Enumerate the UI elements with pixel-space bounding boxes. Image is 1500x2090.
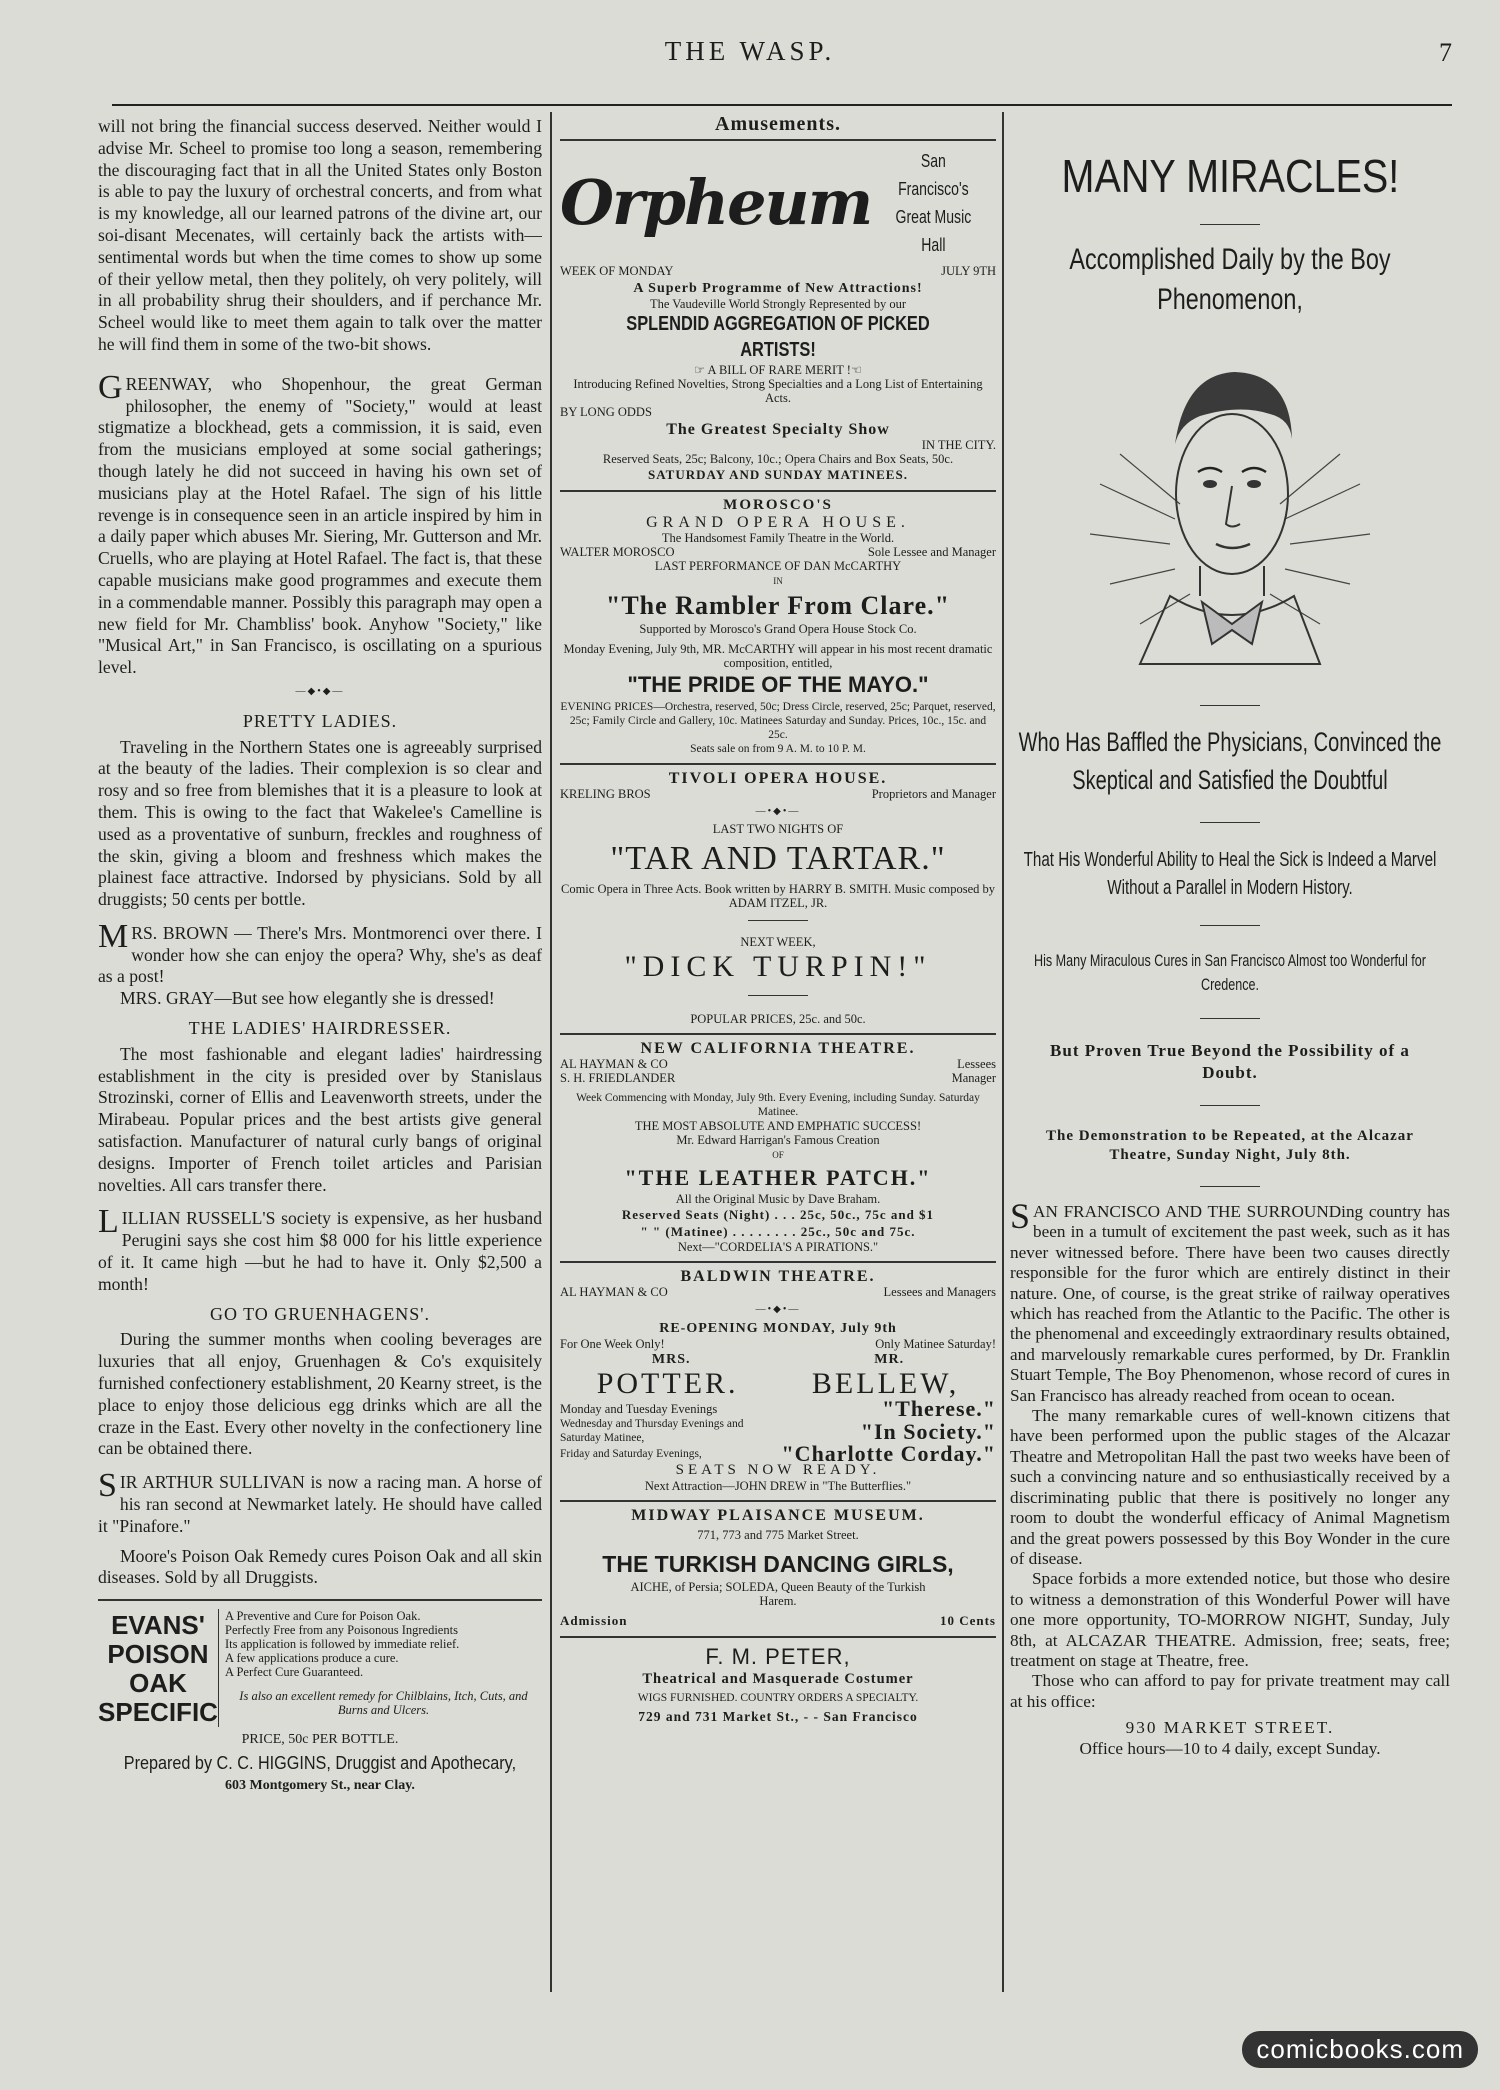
baldwin-next: Next Attraction—JOHN DREW in "The Butterflies." bbox=[644, 1479, 912, 1493]
column-divider bbox=[1002, 112, 1004, 1992]
paragraph bbox=[98, 917, 542, 988]
orpheum-week: WEEK OF MONDAY bbox=[560, 264, 674, 278]
orpheum-logo: Orpheum bbox=[560, 166, 872, 239]
baldwin-line: RE-OPENING MONDAY, July 9th bbox=[659, 1321, 897, 1336]
tivoli-line: POPULAR PRICES, 25c. and 50c. bbox=[690, 1012, 866, 1026]
column-amusements bbox=[560, 116, 996, 1725]
ad-divider bbox=[560, 1636, 996, 1638]
baldwin-manager: AL HAYMAN & CO bbox=[560, 1285, 668, 1299]
section-heading: GO TO GRUENHAGENS'. bbox=[209, 1303, 431, 1324]
ornament-divider bbox=[1010, 1100, 1450, 1111]
paragraph bbox=[98, 1203, 542, 1295]
baldwin-ad bbox=[560, 1268, 996, 1493]
ad-divider bbox=[560, 490, 996, 492]
orpheum-line: Introducing Refined Novelties, Strong Specialties and a Long List of Entertaining Acts. bbox=[573, 377, 983, 405]
baldwin-line: For One Week Only! bbox=[560, 1337, 665, 1351]
baldwin-evening: Wednesday and Thursday Evenings and Saturday Matinee, bbox=[560, 1418, 744, 1444]
california-manager: S. H. FRIEDLANDER bbox=[560, 1071, 676, 1085]
evans-price: PRICE, 50c PER BOTTLE. bbox=[241, 1732, 399, 1748]
morosco-ad bbox=[560, 497, 996, 756]
drop-cap: G bbox=[98, 368, 123, 406]
baldwin-play: "Charlotte Corday." bbox=[781, 1441, 996, 1466]
paragraph: The many remarkable cures of well-known citizens that have been performed upon the public stages of the Alcazar Theatre and Metropolitan Hall the past two weeks have been of such a convincing nature and so enthusiastically received by a discriminating public that there is positively no longer any room to doubt the wonderful efficacy of Animal Magnetism and the great powers possessed by this Boy Wonder in the cure of disease. bbox=[1010, 1406, 1450, 1568]
office-address: 930 MARKET STREET. bbox=[1125, 1718, 1335, 1738]
paragraph: will not bring the financial success deserved. Neither would I advise Mr. Scheel to promise too long a season, remembering the discouraging fact that in all the United States only Boston is able to pay the luxury of orchestral concerts, and from what is my knowledge, all our learned patrons of the divine art, our soi-disant Mecenates, will certainly back the artists with—sentimental words but when the time comes to show up some of their yellow metal, then they politely, oh very politely, will in all probability shrug their shoulders, and if perchance Mr. Scheel would like to meet them again to talk over the matter he will find them in some of the two-bit shows. bbox=[98, 116, 542, 354]
california-line: THE MOST ABSOLUTE AND EMPHATIC SUCCESS! bbox=[634, 1119, 922, 1133]
page-number: 7 bbox=[1439, 38, 1452, 67]
midway-line: AICHE, of Persia; SOLEDA, Queen Beauty of the Turkish Harem. bbox=[630, 1580, 926, 1608]
paragraph-text: AN FRANCISCO AND THE SURROUNDing country has been in a tumult of excitement the past week, such as it has never witnessed before. There have been two causes directly responsible for the furor which are entirely distinct in their nature. One, of course, is the great strike of railway operatives which has reached from the Atlantic to the Pacific. The other is the phenomenal and exceedingly extraordinary results obtained, and marvelously remarkable cures performed, by Dr. Franklin Stuart Temple, The Boy Phenomenon, whose record of cures in San Francisco has already reached from ocean to ocean. bbox=[1010, 1202, 1450, 1405]
midway-address: 771, 773 and 775 Market Street. bbox=[697, 1528, 859, 1542]
evans-line: Its application is followed by immediate relief. bbox=[225, 1637, 460, 1652]
paragraph-text: REENWAY, who Shopenhour, the great German philosopher, the enemy of "Society," would at least stigmatize a blockhead, gets a commission, it is said, even from the musicians employed at some social gatherings; though lately he did not succeed in having his own set of musicians play at the Hotel Rafael. The sign of his little revenge is in consequence seen in an article inspired by him in a daily paper which abuses Mr. Siering, Mr. Gutterson and Mr. Cruells, who are playing at Hotel Rafael. The fact is, that these capable musicians make good programmes and execute them in a commendable manner. Possibly this paragraph may open a new field for Mr. Chambliss' book. Anyhow "Society," like "Musical Art," in San Francisco, is oscillating on a spurious level. bbox=[98, 373, 542, 678]
ornament-divider: —•◆•— bbox=[755, 806, 801, 817]
morosco-title: MOROSCO'S bbox=[723, 497, 833, 513]
midway-headline: THE TURKISH DANCING GIRLS, bbox=[602, 1551, 954, 1577]
miracles-blurb: That His Wonderful Ability to Heal the Sick is Indeed a Marvel Without a Parallel in Modern History. bbox=[1023, 849, 1437, 899]
ornament-divider bbox=[1010, 1013, 1450, 1024]
morosco-line: Seats sale on from 9 A. M. to 10 P. M. bbox=[690, 743, 866, 755]
morosco-play2: "THE PRIDE OF THE MAYO." bbox=[627, 672, 929, 697]
orpheum-headline: SPLENDID AGGREGATION OF PICKED ARTISTS! bbox=[626, 313, 930, 361]
orpheum-date: JULY 9TH bbox=[941, 264, 996, 278]
orpheum-line: ☞ A BILL OF RARE MERIT !☜ bbox=[693, 363, 863, 377]
tivoli-play: "TAR AND TARTAR." bbox=[610, 840, 946, 877]
orpheum-line: BY LONG ODDS bbox=[560, 405, 652, 419]
drop-cap: S bbox=[1010, 1196, 1031, 1236]
miracles-blurb: Who Has Baffled the Physicians, Convinced the Skeptical and Satisfied the Doubtful bbox=[1018, 727, 1442, 795]
baldwin-line: Only Matinee Saturday! bbox=[875, 1337, 996, 1351]
top-rule bbox=[112, 104, 1452, 106]
peter-line: Theatrical and Masquerade Costumer bbox=[642, 1671, 914, 1687]
orpheum-ad bbox=[560, 139, 996, 483]
watermark: comicbooks.com bbox=[1242, 2031, 1478, 2068]
california-ad bbox=[560, 1040, 996, 1254]
california-role: Lessees bbox=[957, 1057, 996, 1071]
paragraph bbox=[98, 1467, 542, 1537]
ornament-divider bbox=[1010, 920, 1450, 931]
column-miracles bbox=[1010, 116, 1450, 1759]
morosco-sub: GRAND OPERA HOUSE. bbox=[646, 514, 910, 531]
miracles-article bbox=[1010, 1196, 1450, 1759]
paragraph bbox=[1010, 1196, 1450, 1406]
miracles-blurb: The Demonstration to be Repeated, at the Alcazar Theatre, Sunday Night, July 8th. bbox=[1046, 1128, 1414, 1163]
morosco-line: The Handsomest Family Theatre in the World. bbox=[661, 531, 895, 545]
tivoli-manager: KRELING BROS bbox=[560, 787, 651, 801]
california-title: NEW CALIFORNIA THEATRE. bbox=[640, 1040, 916, 1057]
california-line: Week Commencing with Monday, July 9th. Every Evening, including Sunday. Saturday Matinee. bbox=[576, 1092, 980, 1118]
baldwin-evening: Friday and Saturday Evenings, bbox=[560, 1447, 702, 1460]
paragraph: Those who can afford to pay for private treatment may call at his office: bbox=[1010, 1671, 1450, 1711]
evans-title-line: EVANS' bbox=[111, 1610, 205, 1641]
morosco-manager: WALTER MOROSCO bbox=[560, 545, 675, 559]
section-heading: THE LADIES' HAIRDRESSER. bbox=[188, 1018, 452, 1039]
ornament-divider bbox=[1010, 817, 1450, 828]
california-line: Reserved Seats (Night) . . . 25c, 50c., 75c and $1 bbox=[621, 1207, 935, 1222]
ornament-divider bbox=[560, 912, 996, 929]
drop-cap: L bbox=[98, 1203, 119, 1241]
ad-divider bbox=[560, 1500, 996, 1502]
baldwin-role: Lessees and Managers bbox=[883, 1285, 996, 1299]
morosco-in: IN bbox=[773, 576, 783, 586]
peter-line: WIGS FURNISHED. COUNTRY ORDERS A SPECIALTY. bbox=[637, 1692, 919, 1704]
tivoli-line: NEXT WEEK, bbox=[740, 935, 816, 949]
baldwin-mr: MR. bbox=[874, 1352, 905, 1367]
portrait-engraving bbox=[1080, 334, 1380, 694]
evans-ad-title bbox=[98, 1609, 219, 1727]
midway-title: MIDWAY PLAISANCE MUSEUM. bbox=[631, 1507, 925, 1524]
baldwin-evening: Monday and Tuesday Evenings bbox=[560, 1401, 718, 1416]
tivoli-play2: "DICK TURPIN!" bbox=[624, 950, 932, 983]
tivoli-line: LAST TWO NIGHTS OF bbox=[712, 822, 844, 836]
paragraph-text: ILLIAN RUSSELL'S society is expensive, as her husband Perugini says she cost him $8 000 for his little experience of it. It came high —but he had to have it. Only $2,500 a month! bbox=[98, 1208, 542, 1294]
morosco-line: Monday Evening, July 9th, MR. McCARTHY will appear in his most recent dramatic composition, entitled, bbox=[563, 642, 993, 670]
paragraph-text: RS. BROWN — There's Mrs. Montmorenci over there. I wonder how she can enjoy the opera? Why, she's as deaf as a post! bbox=[98, 922, 542, 987]
evans-ad bbox=[98, 1599, 542, 1796]
ad-divider bbox=[560, 1261, 996, 1263]
miracles-subheadline: Accomplished Daily by the Boy Phenomenon, bbox=[1069, 243, 1391, 316]
evans-line: A Perfect Cure Guaranteed. bbox=[225, 1665, 364, 1680]
california-line: All the Original Music by Dave Braham. bbox=[675, 1192, 881, 1206]
evans-prepared: Prepared by C. C. HIGGINS, Druggist and Apothecary, bbox=[123, 1753, 517, 1773]
morosco-line: EVENING PRICES—Orchestra, reserved, 50c; Dress Circle, reserved, 25c; Parquet, reserved, 25c; Family Circle and Gallery, 10c. Matinees Saturday and Sunday. Prices, 10c., 15c. and 25c. bbox=[560, 701, 996, 741]
paragraph: The most fashionable and elegant ladies' hairdressing establishment in the city is presided over by Stanislaus Strozinski, corner of Ellis and Leavenworth streets, under the Mirabeau. Popular prices and the best artists give general satisfaction. Manufacturer of natural curly bangs of original designs. Importer of French toilet articles and Parisian novelties. All cars transfer there. bbox=[98, 1043, 542, 1195]
ornament-divider bbox=[1010, 219, 1450, 230]
morosco-play: "The Rambler From Clare." bbox=[605, 591, 951, 620]
baldwin-bellew: BELLEW, bbox=[811, 1367, 960, 1400]
evans-title-line: OAK bbox=[129, 1668, 187, 1699]
morosco-line: Supported by Morosco's Grand Opera House Stock Co. bbox=[639, 622, 917, 636]
paragraph: MRS. GRAY—But see how elegantly she is dressed! bbox=[120, 988, 495, 1009]
orpheum-tagline: Great Music Hall bbox=[895, 207, 972, 255]
evans-line: A few applications produce a cure. bbox=[225, 1651, 399, 1666]
morosco-line: LAST PERFORMANCE OF DAN McCARTHY bbox=[654, 559, 902, 573]
california-play: "THE LEATHER PATCH." bbox=[624, 1165, 932, 1190]
baldwin-play: "In Society." bbox=[860, 1418, 996, 1444]
amusements-heading: Amusements. bbox=[715, 116, 841, 135]
california-of: OF bbox=[772, 1150, 784, 1160]
drop-cap: M bbox=[98, 917, 129, 955]
ornament-divider bbox=[1010, 700, 1450, 711]
miracles-blurb: His Many Miraculous Cures in San Francisco Almost too Wonderful for Credence. bbox=[1033, 951, 1426, 994]
column-divider bbox=[550, 112, 552, 1992]
california-lessee: AL HAYMAN & CO bbox=[560, 1057, 668, 1071]
tivoli-ad bbox=[560, 770, 996, 1026]
baldwin-play: "Therese." bbox=[881, 1396, 996, 1421]
california-role: Manager bbox=[951, 1071, 996, 1085]
column-left bbox=[98, 116, 542, 1797]
orpheum-line: IN THE CITY. bbox=[921, 438, 996, 452]
midway-ad bbox=[560, 1507, 996, 1629]
orpheum-tagline: San Francisco's bbox=[898, 151, 969, 199]
miracles-blurb: But Proven True Beyond the Possibility of a Doubt. bbox=[1050, 1041, 1410, 1082]
section-heading: PRETTY LADIES. bbox=[242, 710, 398, 731]
ornament-divider bbox=[560, 987, 996, 1004]
orpheum-line: Reserved Seats, 25c; Balcony, 10c.; Opera Chairs and Box Seats, 50c. bbox=[602, 452, 954, 466]
midway-admission: Admission bbox=[560, 1613, 628, 1628]
evans-line: Perfectly Free from any Poisonous Ingredients bbox=[225, 1623, 458, 1638]
orpheum-line: A Superb Programme of New Attractions! bbox=[633, 281, 923, 296]
midway-cost: 10 Cents bbox=[939, 1613, 996, 1628]
tivoli-line: Comic Opera in Three Acts. Book written by HARRY B. SMITH. Music composed by ADAM ITZEL, JR. bbox=[561, 882, 995, 910]
baldwin-mrs: MRS. bbox=[651, 1352, 691, 1367]
tivoli-title: TIVOLI OPERA HOUSE. bbox=[668, 770, 888, 787]
paragraph-text: IR ARTHUR SULLIVAN is now a racing man. A horse of his ran second at Newmarket lately. He should have called it "Pinafore." bbox=[98, 1472, 542, 1536]
orpheum-line: The Greatest Specialty Show bbox=[666, 421, 890, 438]
morosco-role: Sole Lessee and Manager bbox=[867, 545, 996, 559]
drop-cap: S bbox=[98, 1467, 117, 1505]
peter-ad bbox=[560, 1643, 996, 1725]
peter-name: F. M. PETER, bbox=[705, 1644, 851, 1669]
running-head: THE WASP. bbox=[664, 36, 836, 66]
miracles-headline: MANY MIRACLES! bbox=[1061, 150, 1399, 202]
ornament-divider bbox=[1010, 1181, 1450, 1192]
california-line: Mr. Edward Harrigan's Famous Creation bbox=[676, 1133, 880, 1147]
peter-line: 729 and 731 Market St., - - San Francisco bbox=[638, 1709, 918, 1724]
california-line: Next—"CORDELIA'S A PIRATIONS." bbox=[677, 1240, 879, 1254]
evans-line: A Preventive and Cure for Poison Oak. bbox=[225, 1609, 421, 1624]
ornament-divider: —•◆•— bbox=[755, 1304, 801, 1315]
office-hours: Office hours—10 to 4 daily, except Sunday. bbox=[1079, 1738, 1381, 1758]
orpheum-line: SATURDAY AND SUNDAY MATINEES. bbox=[648, 467, 908, 482]
ornament-divider: —◆•◆— bbox=[295, 685, 345, 697]
paragraph: During the summer months when cooling beverages are luxuries that all enjoy, Gruenhagen & Co's exquisitely furnished confectionery establishment, 20 Kearny street, is the place to enjoy those delicious egg drinks which are all the craze in the East. Every other novelty in the confectionery line can be obtained there. bbox=[98, 1329, 542, 1459]
baldwin-potter: POTTER. bbox=[596, 1367, 739, 1400]
evans-ad-text bbox=[219, 1609, 542, 1727]
orpheum-line: The Vaudeville World Strongly Represented by our bbox=[649, 297, 907, 311]
baldwin-title: BALDWIN THEATRE. bbox=[680, 1268, 876, 1285]
paragraph bbox=[98, 368, 542, 679]
ad-divider bbox=[560, 763, 996, 765]
california-line: " " (Matinee) . . . . . . . . 25c., 50c and 75c. bbox=[640, 1224, 916, 1239]
evans-title-line: SPECIFIC bbox=[98, 1697, 218, 1728]
evans-line: Is also an excellent remedy for Chilblains, Itch, Cuts, and Burns and Ulcers. bbox=[239, 1689, 528, 1718]
ad-divider bbox=[560, 1033, 996, 1035]
evans-title-line: POISON bbox=[107, 1639, 209, 1670]
evans-address: 603 Montgomery St., near Clay. bbox=[225, 1777, 415, 1793]
paragraph: Moore's Poison Oak Remedy cures Poison Oak and all skin diseases. Sold by all Druggists. bbox=[98, 1545, 542, 1588]
baldwin-seats: SEATS NOW READY. bbox=[675, 1462, 881, 1478]
paragraph: Space forbids a more extended notice, but those who desire to witness a demonstration of this Wonderful Power will have one more opportunity, TO-MORROW NIGHT, Sunday, July 8th, at ALCAZAR THEATRE. Admission, free; seats, free; treatment on stage at Theatre, free. bbox=[1010, 1569, 1450, 1670]
paragraph: Traveling in the Northern States one is agreeably surprised at the beauty of the ladies. Their complexion is so clear and rosy and so free from blemishes that it is a pleasure to look at them. This is owing to the fact that Wakelee's Camelline is used as a proventative of sunburn, freckles and roughness of the skin, giving a bloom and freshness which makes the plainest face attractive. Indorsed by physicians. Sold by all druggists; 50 cents per bottle. bbox=[98, 736, 542, 910]
tivoli-role: Proprietors and Manager bbox=[871, 787, 996, 801]
